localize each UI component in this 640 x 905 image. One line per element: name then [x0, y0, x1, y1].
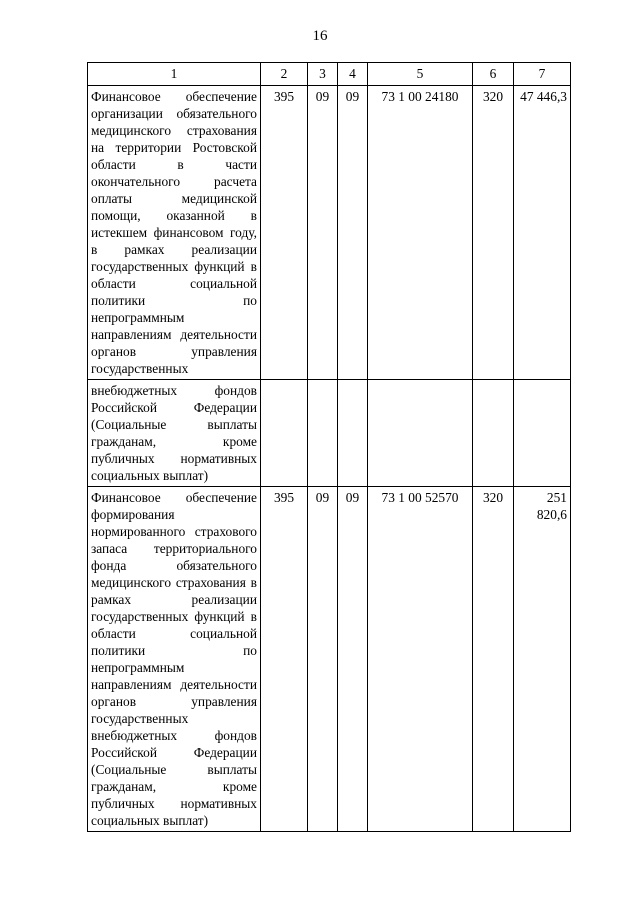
column-header: 4 [338, 63, 368, 86]
column-header: 6 [473, 63, 514, 86]
page-number: 16 [312, 28, 328, 44]
cell-subsection [338, 380, 368, 487]
column-header: 3 [308, 63, 338, 86]
row-description: Финансовое обеспечение формирования нормированного страхового запаса территориального фонда обязательного медицинского страхования в рамках реализации государственных функций в области социальной политики по непрограммным направлениям деятельности органов управления государственных внебюджетных фондов Российской Федерации (Социальные выплаты гражданам, кроме публичных нормативных социальных выплат) [88, 487, 261, 832]
row-description: Финансовое обеспечение организации обязательного медицинского страхования на территории Ростовской области в части окончательного расчета оплаты медицинской помощи, оказанной в истекшем финансовом году, в рамках реализации государственных функций в области социальной политики по непрограммным направлениям деятельности органов управления государственных [88, 86, 261, 380]
budget-table [87, 62, 571, 832]
cell-section [308, 380, 338, 487]
column-header: 1 [88, 63, 261, 86]
cell-admin-code: 395 [261, 487, 308, 832]
column-header: 5 [368, 63, 473, 86]
table-row [88, 86, 571, 380]
table-header-row [88, 63, 571, 86]
table-row [88, 380, 571, 487]
row-description: внебюджетных фондов Российской Федерации (Социальные выплаты гражданам, кроме публичных нормативных социальных выплат) [88, 380, 261, 487]
column-header: 7 [514, 63, 571, 86]
cell-target-article [368, 380, 473, 487]
cell-section: 09 [308, 487, 338, 832]
cell-target-article: 73 1 00 52570 [368, 487, 473, 832]
cell-expense-type [473, 380, 514, 487]
cell-subsection: 09 [338, 86, 368, 380]
cell-expense-type: 320 [473, 86, 514, 380]
column-header: 2 [261, 63, 308, 86]
cell-admin-code: 395 [261, 86, 308, 380]
cell-subsection: 09 [338, 487, 368, 832]
table-row [88, 487, 571, 832]
cell-amount: 251 820,6 [514, 487, 571, 832]
cell-admin-code [261, 380, 308, 487]
cell-target-article: 73 1 00 24180 [368, 86, 473, 380]
cell-amount [514, 380, 571, 487]
cell-amount: 47 446,3 [514, 86, 571, 380]
cell-section: 09 [308, 86, 338, 380]
cell-expense-type: 320 [473, 487, 514, 832]
